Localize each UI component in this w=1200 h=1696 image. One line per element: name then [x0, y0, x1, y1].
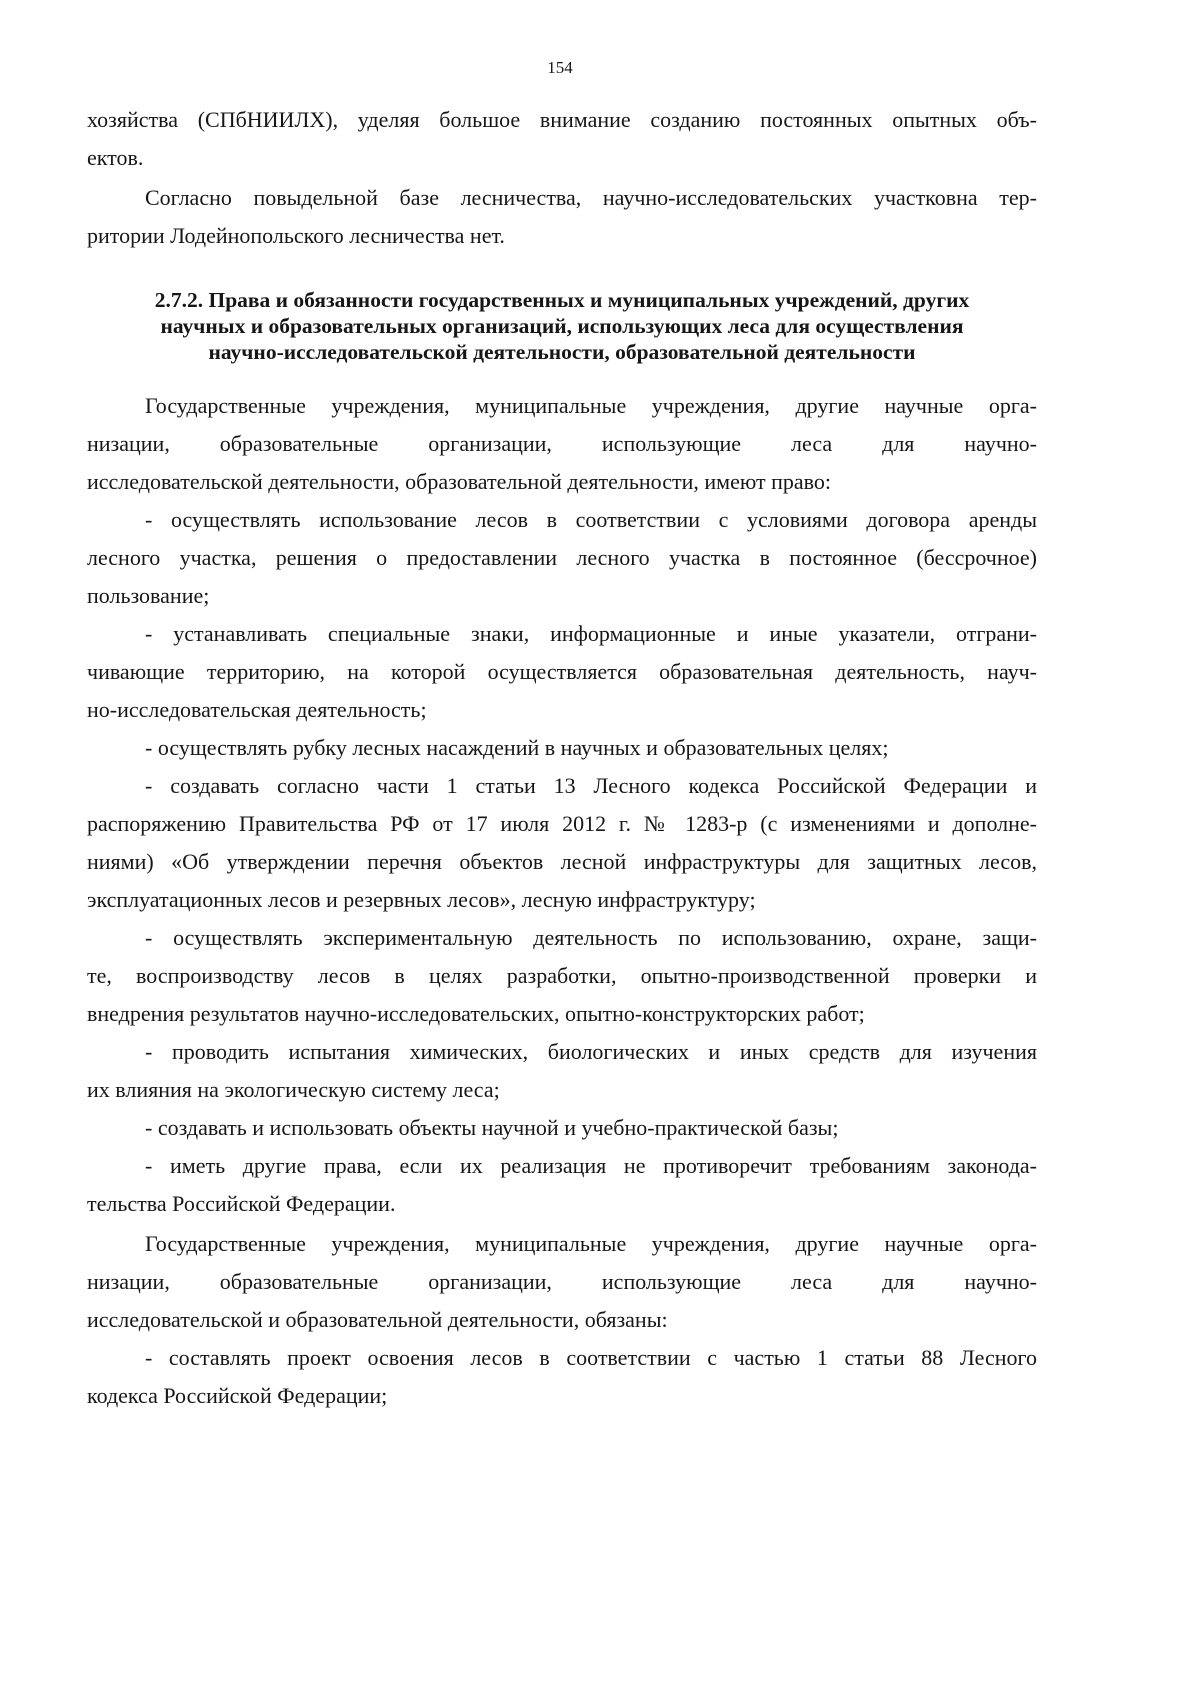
- page-number: 154: [547, 58, 573, 77]
- body-line: их влияния на экологическую систему леса;: [87, 1077, 500, 1102]
- section-heading-line: научных и образовательных организаций, использующих леса для осуществления: [160, 314, 964, 338]
- body-line: пользование;: [87, 583, 210, 608]
- body-line: исследовательской и образовательной деятельности, обязаны:: [87, 1307, 668, 1332]
- body-line: хозяйства (СПбНИИЛХ), уделяя большое внимание созданию постоянных опытных объ-: [87, 107, 1037, 132]
- body-line: - создавать согласно части 1 статьи 13 Лесного кодекса Российской Федерации и: [145, 773, 1037, 798]
- body-line: ритории Лодейнопольского лесничества нет.: [87, 223, 505, 248]
- body-line: те, воспроизводству лесов в целях разработки, опытно-производственной проверки и: [87, 963, 1037, 988]
- body-line: тельства Российской Федерации.: [87, 1191, 396, 1216]
- body-line: - проводить испытания химических, биологических и иных средств для изучения: [145, 1039, 1037, 1064]
- body-line: Государственные учреждения, муниципальные учреждения, другие научные орга-: [145, 1231, 1037, 1256]
- body-line: - осуществлять использование лесов в соответствии с условиями договора аренды: [145, 507, 1037, 532]
- body-line: исследовательской деятельности, образовательной деятельности, имеют право:: [87, 469, 831, 494]
- body-line: низации, образовательные организации, использующие леса для научно-: [87, 1269, 1037, 1294]
- body-line: Согласно повыдельной базе лесничества, научно-исследовательских участковна тер-: [145, 185, 1037, 210]
- body-line: но-исследовательская деятельность;: [87, 697, 427, 722]
- section-heading-line: научно-исследовательской деятельности, образовательной деятельности: [208, 340, 916, 364]
- body-line: - составлять проект освоения лесов в соответствии с частью 1 статьи 88 Лесного: [145, 1345, 1037, 1370]
- body-line: ектов.: [87, 145, 144, 170]
- body-line: внедрения результатов научно-исследовательских, опытно-конструкторских работ;: [87, 1001, 865, 1026]
- body-line: - создавать и использовать объекты научной и учебно-практической базы;: [145, 1115, 839, 1140]
- body-line: ниями) «Об утверждении перечня объектов лесной инфраструктуры для защитных лесов,: [87, 849, 1037, 874]
- body-line: - иметь другие права, если их реализация не противоречит требованиям законода-: [145, 1153, 1037, 1178]
- body-line: кодекса Российской Федерации;: [87, 1383, 388, 1408]
- body-line: - осуществлять экспериментальную деятельность по использованию, охране, защи-: [145, 925, 1037, 950]
- body-line: распоряжению Правительства РФ от 17 июля 2012 г. № 1283-р (с изменениями и дополне-: [87, 811, 1037, 836]
- body-line: эксплуатационных лесов и резервных лесов», лесную инфраструктуру;: [87, 887, 756, 912]
- body-line: - устанавливать специальные знаки, информационные и иные указатели, отграни-: [145, 621, 1037, 646]
- body-line: лесного участка, решения о предоставлении лесного участка в постоянное (бессрочное): [87, 545, 1037, 570]
- body-line: чивающие территорию, на которой осуществляется образовательная деятельность, науч-: [87, 659, 1037, 684]
- body-line: Государственные учреждения, муниципальные учреждения, другие научные орга-: [145, 393, 1037, 418]
- body-line: - осуществлять рубку лесных насаждений в научных и образовательных целях;: [145, 735, 889, 760]
- section-heading-line: 2.7.2. Права и обязанности государственных и муниципальных учреждений, других: [154, 288, 970, 312]
- body-line: низации, образовательные организации, использующие леса для научно-: [87, 431, 1037, 456]
